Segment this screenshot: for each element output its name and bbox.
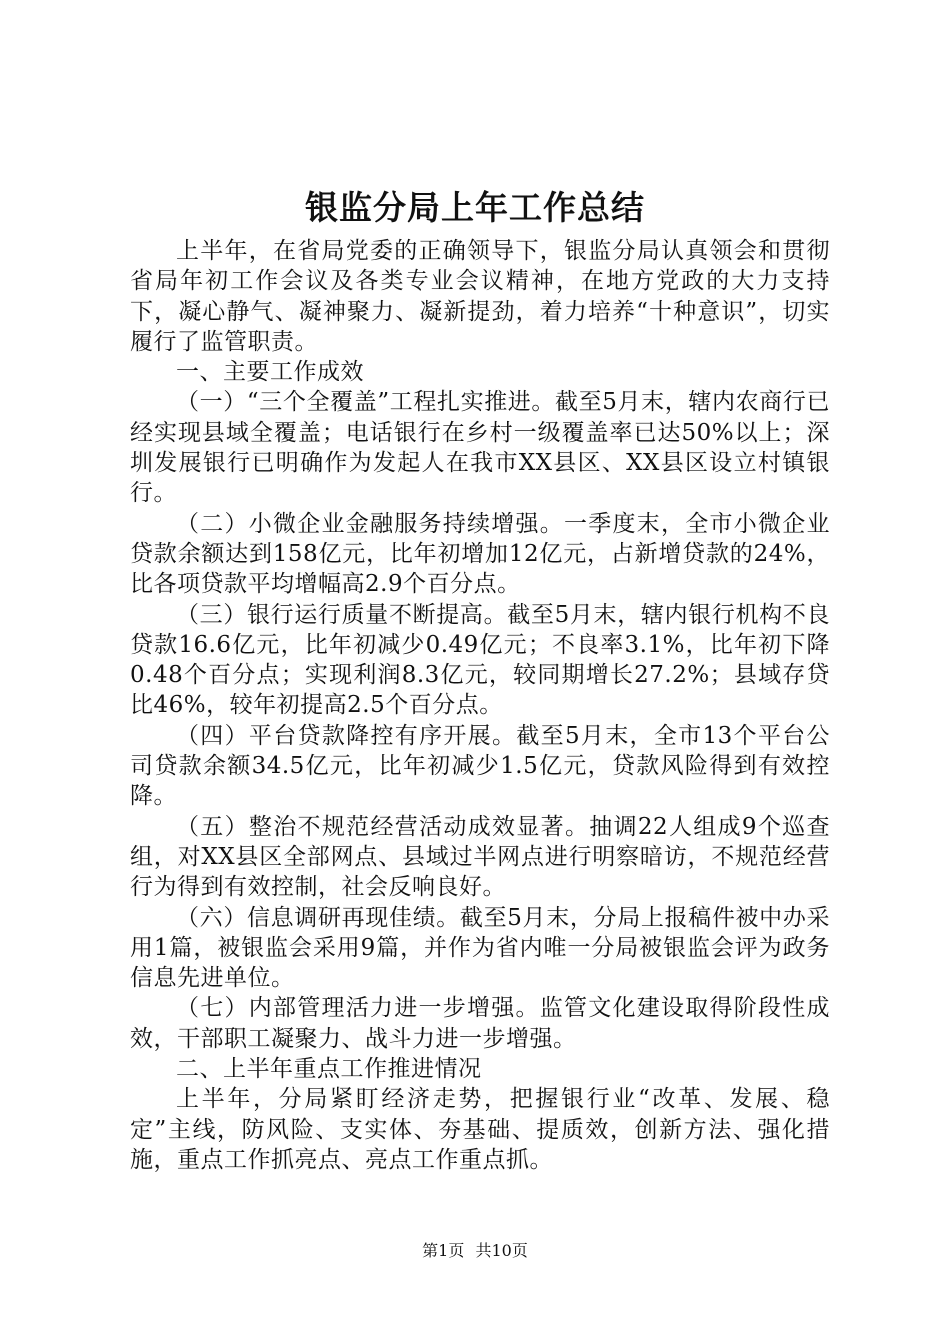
section-heading-2: 二、上半年重点工作推进情况 (176, 1056, 482, 1083)
document-title: 银监分局上年工作总结 (305, 188, 645, 227)
item-paragraph-7: （七）内部管理活力进一步增强。监管文化建设取得阶段性成效，干部职工凝聚力、战斗力进一步增强。 (130, 995, 830, 1052)
item-paragraph-3: （三）银行运行质量不断提高。截至5月末，辖内银行机构不良贷款16.6亿元，比年初减少0.49亿元；不良率3.1%，比年初下降0.48个百分点；实现利润8.3亿元，较同期增长27.2%；县域存贷比46%，较年初提高2.5个百分点。 (130, 601, 830, 719)
document-body (130, 236, 830, 1175)
page-number: 第1页 (422, 1241, 465, 1260)
item-paragraph-4: （四）平台贷款降控有序开展。截至5月末，全市13个平台公司贷款余额34.5亿元，比年初减少1.5亿元，贷款风险得到有效控降。 (130, 722, 830, 810)
item-paragraph-6: （六）信息调研再现佳绩。截至5月末，分局上报稿件被中办采用1篇，被银监会采用9篇，并作为省内唯一分局被银监会评为政务信息先进单位。 (130, 904, 830, 992)
item-paragraph-2: （二）小微企业金融服务持续增强。一季度末，全市小微企业贷款余额达到158亿元，比年初增加12亿元，占新增贷款的24%，比各项贷款平均增幅高2.9个百分点。 (130, 510, 830, 598)
intro-paragraph: 上半年，在省局党委的正确领导下，银监分局认真领会和贯彻省局年初工作会议及各类专业会议精神，在地方党政的大力支持下，凝心静气、凝神聚力、凝新提劲，着力培养“十种意识”，切实履行了监管职责。 (130, 238, 830, 355)
item-paragraph-5: （五）整治不规范经营活动成效显著。抽调22人组成9个巡查组，对XX县区全部网点、县域过半网点进行明察暗访，不规范经营行为得到有效控制，社会反响良好。 (130, 813, 830, 901)
section-heading-1: 一、主要工作成效 (176, 359, 364, 386)
page-total: 共10页 (475, 1241, 528, 1260)
item-paragraph-1: （一）“三个全覆盖”工程扎实推进。截至5月末，辖内农商行已经实现县域全覆盖；电话银行在乡村一级覆盖率已达50%以上；深圳发展银行已明确作为发起人在我市XX县区、XX县区设立村镇银行。 (130, 389, 830, 507)
page-footer (0, 1240, 950, 1262)
section-2-paragraph: 上半年，分局紧盯经济走势，把握银行业“改革、发展、稳定”主线，防风险、支实体、夯基础、提质效，创新方法、强化措施，重点工作抓亮点、亮点工作重点抓。 (130, 1086, 830, 1173)
